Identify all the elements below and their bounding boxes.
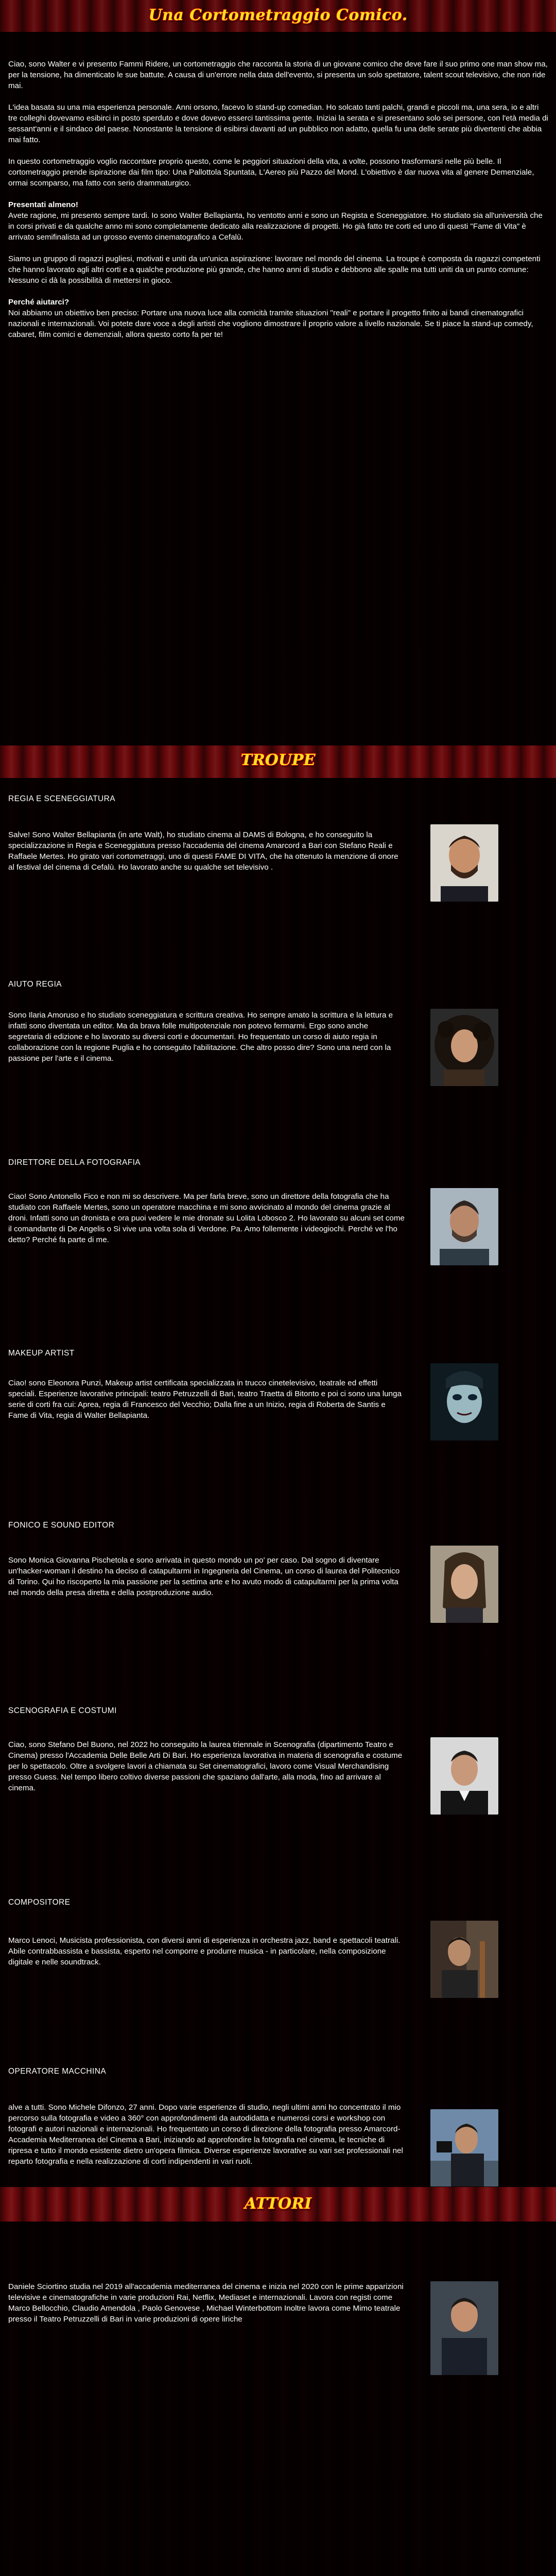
role-fotografia: DIRETTORE DELLA FOTOGRAFIA xyxy=(8,1158,141,1167)
intro-text xyxy=(8,59,550,351)
makeup-portrait-image xyxy=(430,1363,498,1440)
sound-portrait-image xyxy=(430,1546,498,1623)
bio-fonico: Sono Monica Giovanna Pischetola e sono arrivata in questo mondo un po' per caso. Dal sogno di diventare un'hacker-woman il destino ha deciso di catapultarmi in Ingegneria del Cinema, un corso di laurea del Politecnico di Torino. Qui ho riscoperto la mia passione per la settima arte e ho avuto modo di catapultarmi per la prima volta nel mondo della presa diretta e della postproduzione audio. xyxy=(8,1556,400,1597)
bio-compositore: Marco Lenoci, Musicista professionista, con diversi anni di esperienza in orchestra jazz, band e spettacoli teatrali. Abile contrabbassista e bassista, esperto nel comporre e produrre musica - in particolare, nella composizione digitale e nelle soundtrack. xyxy=(8,1936,401,1967)
intro-paragraph-1: Ciao, sono Walter e vi presento Fammi Ridere, un cortometraggio che racconta la storia di un giovane comico che deve fare il suo primo one man show ma, per la tensione, ha dimenticato le sue battute. A causa di un'errore nella data dell'evento, si presenta un solo spettatore, talent scout televisivo, che non ride mai. xyxy=(8,60,548,90)
perche-heading: Perché aiutarci? xyxy=(8,298,70,307)
role-compositore: COMPOSITORE xyxy=(8,1898,71,1907)
attori-header: ATTORI xyxy=(244,2195,312,2213)
intro-paragraph-3: In questo cortometraggio voglio raccontare proprio questo, come le peggiori situazioni della vita, a volte, possono trasformarsi nelle più belle. Il cortometraggio prende ispirazione dai film tipo: Una Pallottola Spuntata, L'Aereo più Pazzo del Mond. L'obiettivo è dar nuova vita al genere Demenziale, ormai scomparso, ma fatto con serio drammaturgico. xyxy=(8,157,534,188)
intro-paragraph-2: L'idea basata su una mia esperienza personale. Anni orsono, facevo lo stand-up comedian. Ho solcato tanti palchi, grandi e piccoli ma, una sera, io e altri tre colleghi dovevamo esibirci in posto sperduto e dove dovevo esserci tantissima gente. Iniziai la serata e si presentano solo sei persone, con l'età media di sessant'anni e il sindaco del paese. Nonostante la tensione di esibirsi davanti ad un pubblico non adatto, quella fu una delle serate più divertenti che abbia mai fatto. xyxy=(8,103,548,144)
role-aiuto-regia: AIUTO REGIA xyxy=(8,980,62,989)
role-regia: REGIA E SCENEGGIATURA xyxy=(8,794,115,803)
presentiamo-body: Avete ragione, mi presento sempre tardi. Io sono Walter Bellapianta, ho ventotto anni e sono un Regista e Sceneggiatore. Ho studiato sia all'università che in corsi privati e da qualche anno mi sono completamente dedicato alla realizzazione di progetti. Ho già fatto tre corti ed uno di questi "Fame di Vita" è arrivato semifinalista ad un grosso evento cinematografico a Cefalù. xyxy=(8,211,543,242)
bio-operatore: alve a tutti. Sono Michele Difonzo, 27 anni. Dopo varie esperienze di studio, negli ultimi anni ho concentrato il mio percorso sulla fotografia e video a 360° con approfondimenti da autodidatta e numerosi corsi e workshop con fotografi e autori nazionali e internazionali. Ho frequentato un corso di direzione della fotografia presso Amarcord- Accademia Mediterranea del Cinema a Bari, iniziando ad approfondire la fotografia nel cinema, le tecniche di ripresa e tutto il mondo esistente dietro un'opera filmica. Diverse esperienze lavorative su vari set professionali nel reparto fotografia e nella realizzazione di corti indipendenti in vari ruoli. xyxy=(8,2103,403,2166)
role-makeup: MAKEUP ARTIST xyxy=(8,1349,75,1358)
troupe-intro-body: Siamo un gruppo di ragazzi pugliesi, motivati e uniti da un'unica aspirazione: lavorare nel mondo del cinema. La troupe è composta da ragazzi competenti che hanno lavorato agli altri corti e a qualche produzione più grande, che hanno anni di studio e debbono alle spalle ma tutti uniti da un punto comune: Nessuno ci dà la possibilità di mettersi in gioco. xyxy=(8,255,541,285)
intro-panel xyxy=(0,32,556,745)
page-title: Una Cortometraggio Comico. xyxy=(148,6,408,24)
bio-makeup: Ciao! sono Eleonora Punzi, Makeup artist certificata specializzata in trucco cinetelevisivo, teatrale ed effetti speciali. Esperienze lavorative principali: teatro Petruzzelli di Bari, teatro Traetta di Bitonto e poi ci sono una lunga serie di corti fra cui: Aprea, regia di Francesco del Vecchio; Dalla fine a un Inizio, regia di Roberta de Santis e Fame di Vita, regia di Walter Bellapianta. xyxy=(8,1379,402,1420)
role-scenografia: SCENOGRAFIA E COSTUMI xyxy=(8,1706,117,1715)
actor-1-portrait-image xyxy=(430,2281,498,2375)
bio-fotografia: Ciao! Sono Antonello Fico e non mi so descrivere. Ma per farla breve, sono un direttore della fotografia che ha studiato con Raffaele Mertes, sono un operatore macchina e mi sono avvicinato al mondo del cinema grazie al droni. Infatti sono un dronista e ora puoi vedere le mie dronate su Lolita Lobosco 2. Ho lavorato su alcuni set come il comandante di De Angelis o Si vive una volta sola di Verdone. Pa. Amo follemente i videogiochi. Perché ve l'ho detto? Perché fa parte di me. xyxy=(8,1192,405,1244)
bio-scenografia: Ciao, sono Stefano Del Buono, nel 2022 ho conseguito la laurea triennale in Scenografia (dipartimento Teatro e Cinema) presso l'Accademia Delle Belle Arti Di Bari. Ho esperienza lavorativa in materia di scenografia e costume per lo spettacolo. Oltre a svolgere lavori a chiamata su Set cinematografici, lavoro come Visual Merchandising presso Guess. Nel tempo libero coltivo diverse passioni che spaziano dall'arte, alla moda, fino ad arrivare al cinema. xyxy=(8,1740,403,1792)
bio-aiuto-regia: Sono Ilaria Amoruso e ho studiato sceneggiatura e scrittura creativa. Ho sempre amato la scrittura e la lettura e infatti sono diventata un editor. Ma da brava folle multipotenziale non potevo fermarmi. Ergo sono anche segretaria di edizione e ho lavorato su diversi corti e documentari. Ho frequentato un corso di aiuto regia in collaborazione con la regione Puglia e ho conseguito l'abilitazione. Che altro posso dire? Sono una nerd con la passione per l'arte e il cinema. xyxy=(8,1011,393,1063)
troupe-panel xyxy=(0,778,556,2187)
bio-regia: Salve! Sono Walter Bellapianta (in arte Walt), ho studiato cinema al DAMS di Bologna, e ho conseguito la specializzazione in Regia e Sceneggiatura presso l'accademia del cinema Amarcord a Bari con Stefano Reali e Raffaele Mertes. Ho girato vari cortometraggi, uno di questi FAME DI VITA, che ha ottenuto la menzione di onore al festival del cinema di Cefalù. Ho lavorato anche su qualche set televisivo . xyxy=(8,831,398,872)
assistant-director-portrait-image xyxy=(430,1009,498,1086)
cinematographer-portrait-image xyxy=(430,1188,498,1265)
troupe-header: TROUPE xyxy=(240,751,316,769)
perche-body: Noi abbiamo un obiettivo ben preciso: Portare una nuova luce alla comicità tramite situazioni "reali" e portare il progetto finito ai bandi cinematografici nazionali e internazionali. Voi potete dare voce a degli artisti che vogliono dimostrare il proprio valore a livello nazionale. Se ti piace la stand-up comedy, cabaret, film comici e demenziali, allora questo corto fa per te! xyxy=(8,309,533,339)
attori-panel xyxy=(0,2222,556,2576)
camera-operator-portrait-image xyxy=(430,2109,498,2187)
director-portrait-image xyxy=(430,824,498,902)
set-designer-portrait-image xyxy=(430,1737,498,1815)
role-operatore: OPERATORE MACCHINA xyxy=(8,2067,107,2076)
composer-portrait-image xyxy=(430,1921,498,1998)
bio-attore-1: Daniele Sciortino studia nel 2019 all'accademia mediterranea del cinema e inizia nel 2020 con le prime apparizioni televisive e cinematografiche in varie produzioni Rai, Netflix, Mediaset e internazionali. Lavora con registi come Marco Bellocchio, Claudio Amendola , Paolo Genovese , Michael Winterbottom Inoltre lavora come Mimo teatrale presso il Teatro Petruzzelli di Bari in varie produzioni di opere liriche xyxy=(8,2282,404,2324)
role-fonico: FONICO E SOUND EDITOR xyxy=(8,1521,115,1530)
presentiamo-heading: Presentati almeno! xyxy=(8,200,78,209)
